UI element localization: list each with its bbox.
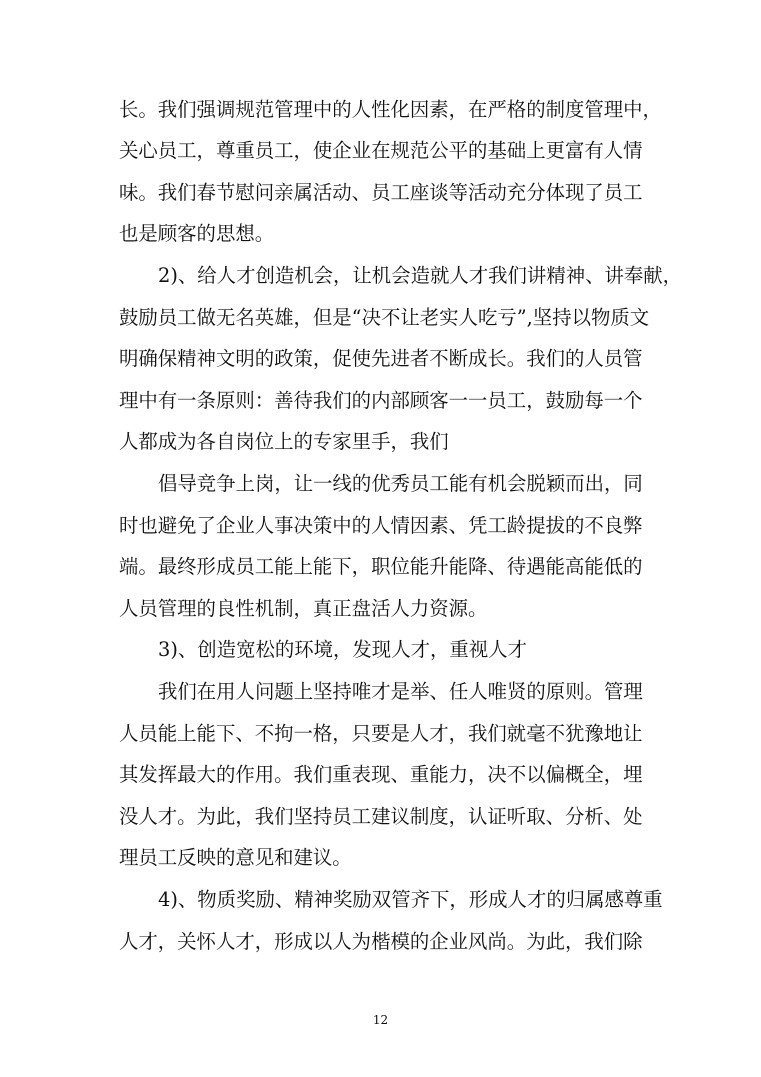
text-line: 时也避免了企业人事决策中的人情因素、凭工龄提拔的不良弊	[119, 514, 643, 537]
text-line: 没人才。为此，我们坚持员工建议制度，认证听取、分析、处	[119, 805, 643, 828]
text-line: 我们在用人问题上坚持唯才是举、任人唯贤的原则。管理	[158, 680, 643, 703]
text-line: 其发挥最大的作用。我们重表现、重能力，决不以偏概全，埋	[119, 763, 643, 786]
text-line: 2)、给人才创造机会，让机会造就人才我们讲精神、讲奉献，	[158, 264, 683, 287]
page-number: 12	[372, 1013, 389, 1027]
text-line: 理员工反映的意见和建议。	[119, 846, 352, 869]
text-line: 明确保精神文明的政策，促使先进者不断成长。我们的人员管	[119, 347, 643, 370]
text-line: 倡导竞争上岗，让一线的优秀员工能有机会脱颖而出，同	[158, 472, 643, 495]
text-line: 味。我们春节慰问亲属活动、员工座谈等活动充分体现了员工	[119, 181, 643, 204]
text-line: 人员管理的良性机制，真正盘活人力资源。	[119, 597, 488, 620]
text-line: 人员能上能下、不拘一格，只要是人才，我们就毫不犹豫地让	[119, 722, 643, 745]
text-line: 端。最终形成员工能上能下，职位能升能降、待遇能高能低的	[119, 555, 643, 578]
section-heading: 3)、创造宽松的环境，发现人才，重视人才	[158, 638, 527, 661]
text-line: 也是顾客的思想。	[119, 222, 275, 245]
text-line: 4)、物质奖励、精神奖励双管齐下，形成人才的归属感尊重	[158, 888, 663, 911]
text-line: 人才，关怀人才，形成以人为楷模的企业风尚。为此，我们除	[119, 930, 643, 953]
text-line: 人都成为各自岗位上的专家里手，我们	[119, 430, 449, 453]
text-line: 长。我们强调规范管理中的人性化因素，在严格的制度管理中，	[119, 98, 662, 121]
text-line: 关心员工，尊重员工，使企业在规范公平的基础上更富有人情	[119, 139, 643, 162]
text-line: 理中有一条原则：善待我们的内部顾客一一员工，鼓励每一个	[119, 389, 643, 412]
text-line: 鼓励员工做无名英雄，但是“决不让老实人吃亏”,坚持以物质文	[119, 306, 650, 329]
